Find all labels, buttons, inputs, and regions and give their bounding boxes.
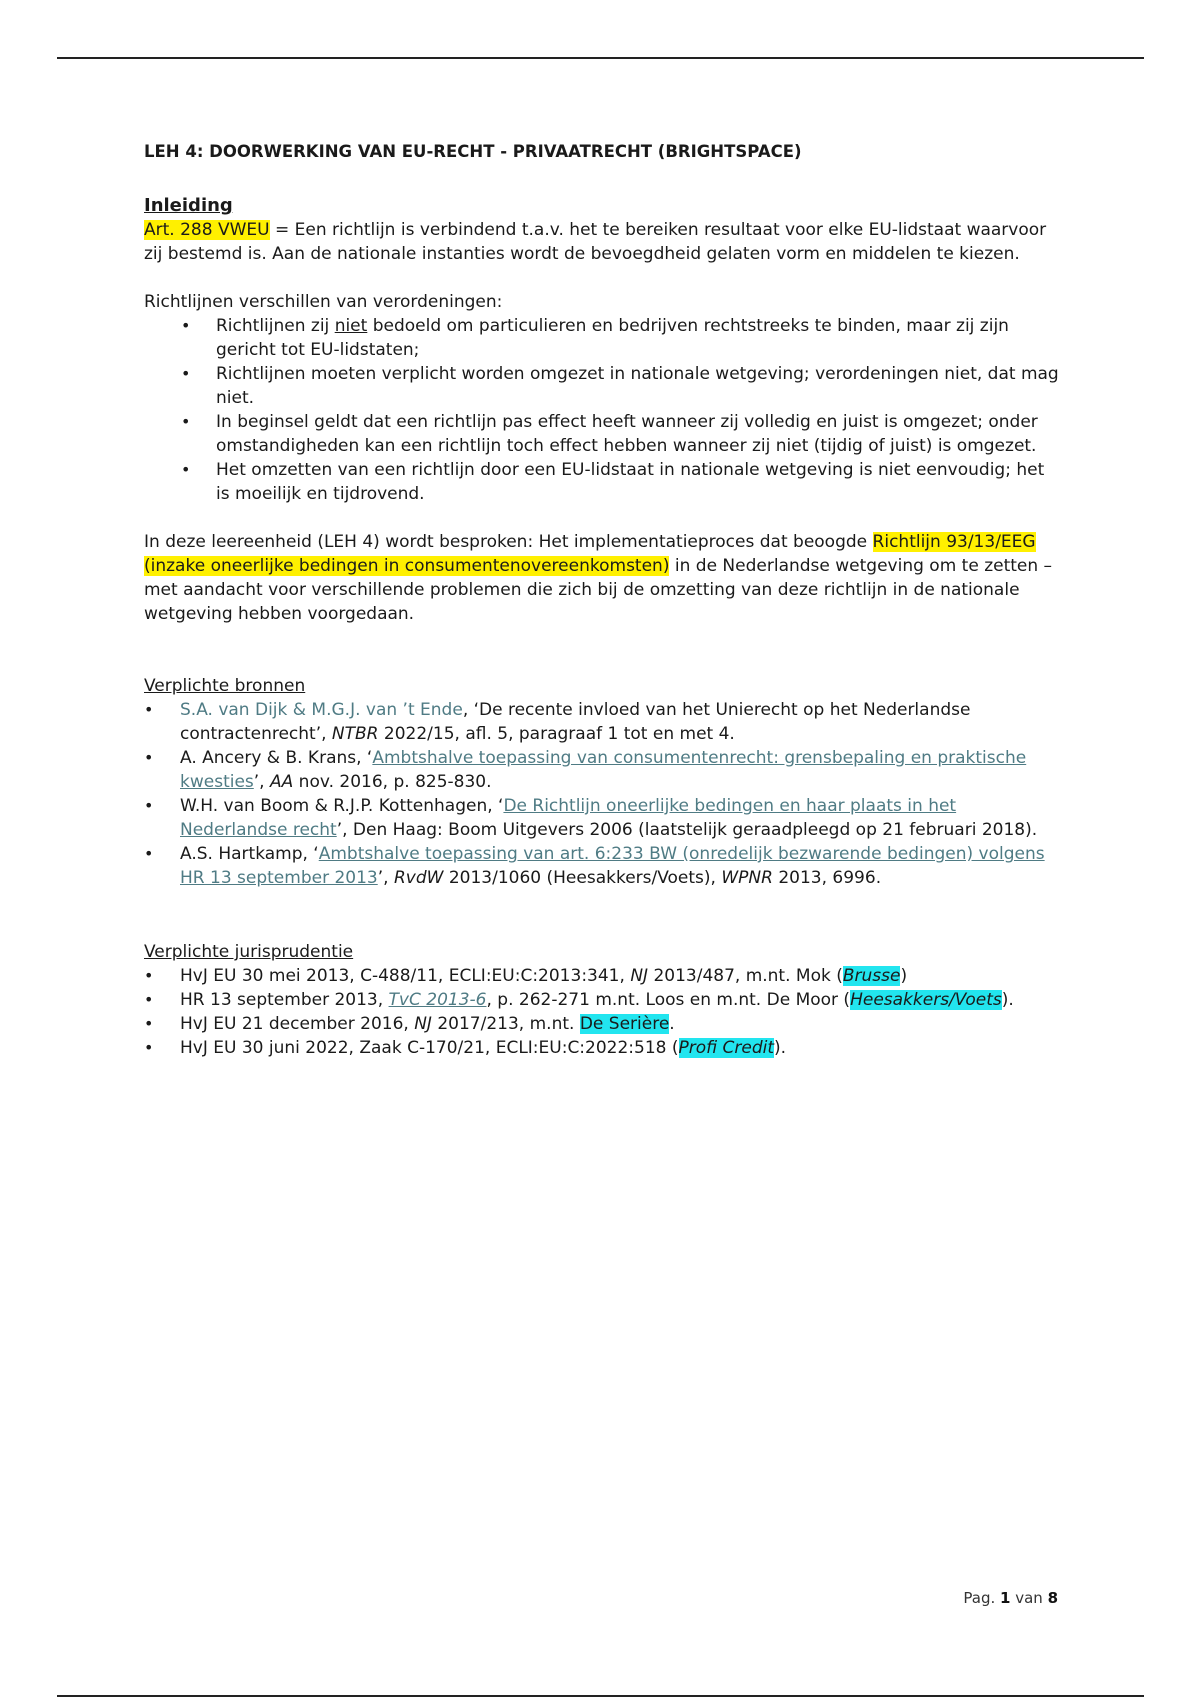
list-item <box>180 1012 1059 1036</box>
text: Pag. <box>963 1589 1000 1607</box>
art-288-text: = Een richtlijn is verbindend t.a.v. het te bereiken resultaat voor elke EU-lidstaat waarvoor zij bestemd is. Aan de nationale instanties wordt de bevoegdheid gelaten vorm en middelen te kiezen. <box>144 220 1047 264</box>
text: 2013, 6996. <box>772 868 882 888</box>
case-highlight: Heesakkers/Voets <box>850 990 1002 1010</box>
case-highlight: Brusse <box>842 966 901 986</box>
sources-list <box>144 698 1059 890</box>
text: ). <box>1001 990 1014 1010</box>
text: 2017/213, m.nt. <box>431 1014 580 1034</box>
case-highlight: De Serière <box>579 1014 670 1034</box>
sources-section <box>144 674 1059 890</box>
case-highlight: Profi Credit <box>678 1038 775 1058</box>
text: A. Ancery & B. Krans, ‘ <box>180 748 373 768</box>
text: . <box>669 1014 675 1034</box>
italic-text: RvdW <box>393 868 444 888</box>
differences-lead: Richtlijnen verschillen van verordeningen: <box>144 292 503 312</box>
text: in de Nederlandse wetgeving om te zetten – met aandacht voor verschillende problemen die zich bij de omzetting van deze richtlijn in de nationale wetgeving hebben voorgedaan. <box>144 556 1053 624</box>
italic-text: NTBR <box>331 724 379 744</box>
top-rule <box>57 57 1144 59</box>
list-item <box>180 988 1059 1012</box>
differences-list <box>144 314 1059 506</box>
text: ’, <box>377 868 394 888</box>
directive-highlight: Richtlijn 93/13/EEG (inzake oneerlijke bedingen in consumentenovereenkomsten) <box>144 532 1036 576</box>
current-page: 1 <box>1000 1589 1011 1607</box>
list-item <box>180 746 1059 794</box>
text: bedoeld om particulieren en bedrijven rechtstreeks te binden, maar zij zijn gericht tot EU-lidstaten; <box>216 316 1009 360</box>
text: nov. 2016, p. 825-830. <box>293 772 492 792</box>
text: 2013/1060 (Heesakkers/Voets), <box>443 868 722 888</box>
list-item <box>216 314 1059 362</box>
text: In deze leereenheid (LEH 4) wordt besproken: Het implementatieproces dat beoogde <box>144 532 873 552</box>
intro-section <box>144 194 1059 626</box>
text: , p. 262-271 m.nt. Loos en m.nt. De Moor ( <box>486 990 851 1010</box>
list-item <box>180 842 1059 890</box>
text: HvJ EU 21 december 2016, <box>180 1014 415 1034</box>
text: HR 13 september 2013, <box>180 990 389 1010</box>
text: ’, Den Haag: Boom Uitgevers 2006 (laatstelijk geraadpleegd op 21 februari 2018). <box>336 820 1038 840</box>
italic-text: WPNR <box>721 868 773 888</box>
text: ’, <box>253 772 270 792</box>
list-item <box>180 964 1059 988</box>
text: HvJ EU 30 mei 2013, C-488/11, ECLI:EU:C:2013:341, <box>180 966 631 986</box>
italic-text: NJ <box>414 1014 432 1034</box>
source-link[interactable]: De Richtlijn oneerlijke bedingen en haar plaats in het Nederlandse recht <box>180 796 957 840</box>
case-law-section <box>144 940 1059 1060</box>
case-law-heading: Verplichte jurisprudentie <box>144 942 354 962</box>
italic-text: AA <box>270 772 294 792</box>
text: A.S. Hartkamp, ‘ <box>180 844 319 864</box>
text: van <box>1010 1589 1048 1607</box>
text: , ‘De recente invloed van het Unierecht op het Nederlandse contractenrecht’, <box>180 700 971 744</box>
total-pages: 8 <box>1047 1589 1058 1607</box>
bottom-rule <box>57 1695 1144 1697</box>
text: W.H. van Boom & R.J.P. Kottenhagen, ‘ <box>180 796 504 816</box>
intro-heading: Inleiding <box>144 195 233 216</box>
underlined-text: niet <box>334 316 368 336</box>
text: 2013/487, m.nt. Mok ( <box>648 966 843 986</box>
sources-heading: Verplichte bronnen <box>144 676 306 696</box>
list-item: • Het omzetten van een richtlijn door een EU-lidstaat in nationale wetgeving is niet eenvoudig; het is moeilijk en tijdrovend. <box>216 458 1059 506</box>
art-288-paragraph <box>144 218 1059 266</box>
list-item: • Richtlijnen moeten verplicht worden omgezet in nationale wetgeving; verordeningen niet, dat mag niet. <box>216 362 1059 410</box>
text: 2022/15, afl. 5, paragraaf 1 tot en met 4. <box>378 724 735 744</box>
source-link[interactable]: Ambtshalve toepassing van consumentenrecht: grensbepaling en praktische kwesties <box>180 748 1027 792</box>
text: ). <box>774 1038 787 1058</box>
list-item <box>180 1036 1059 1060</box>
leh-paragraph <box>144 530 1059 626</box>
case-link[interactable]: TvC 2013-6 <box>388 990 487 1010</box>
source-link[interactable]: S.A. van Dijk & M.G.J. van ’t Ende <box>180 700 463 720</box>
list-item <box>180 698 1059 746</box>
art-288-highlight: Art. 288 VWEU <box>144 220 270 240</box>
list-item <box>180 794 1059 842</box>
page-title: LEH 4: DOORWERKING VAN EU-RECHT - PRIVAATRECHT (BRIGHTSPACE) <box>144 142 802 161</box>
text: ) <box>900 966 908 986</box>
source-link[interactable]: Ambtshalve toepassing van art. 6:233 BW (onredelijk bezwarende bedingen) volgens HR 13 september 2013 <box>180 844 1045 888</box>
list-item: • In beginsel geldt dat een richtlijn pas effect heeft wanneer zij volledig en juist is omgezet; onder omstandigheden kan een richtlijn toch effect hebben wanneer zij niet (tijdig of juist) is omgezet. <box>216 410 1059 458</box>
case-law-list <box>144 964 1059 1060</box>
document-body <box>144 140 1059 1060</box>
page-number <box>963 1589 1058 1607</box>
text: Richtlijnen zij <box>216 316 335 336</box>
italic-text: NJ <box>630 966 649 986</box>
text: HvJ EU 30 juni 2022, Zaak C-170/21, ECLI:EU:C:2022:518 ( <box>180 1038 679 1058</box>
